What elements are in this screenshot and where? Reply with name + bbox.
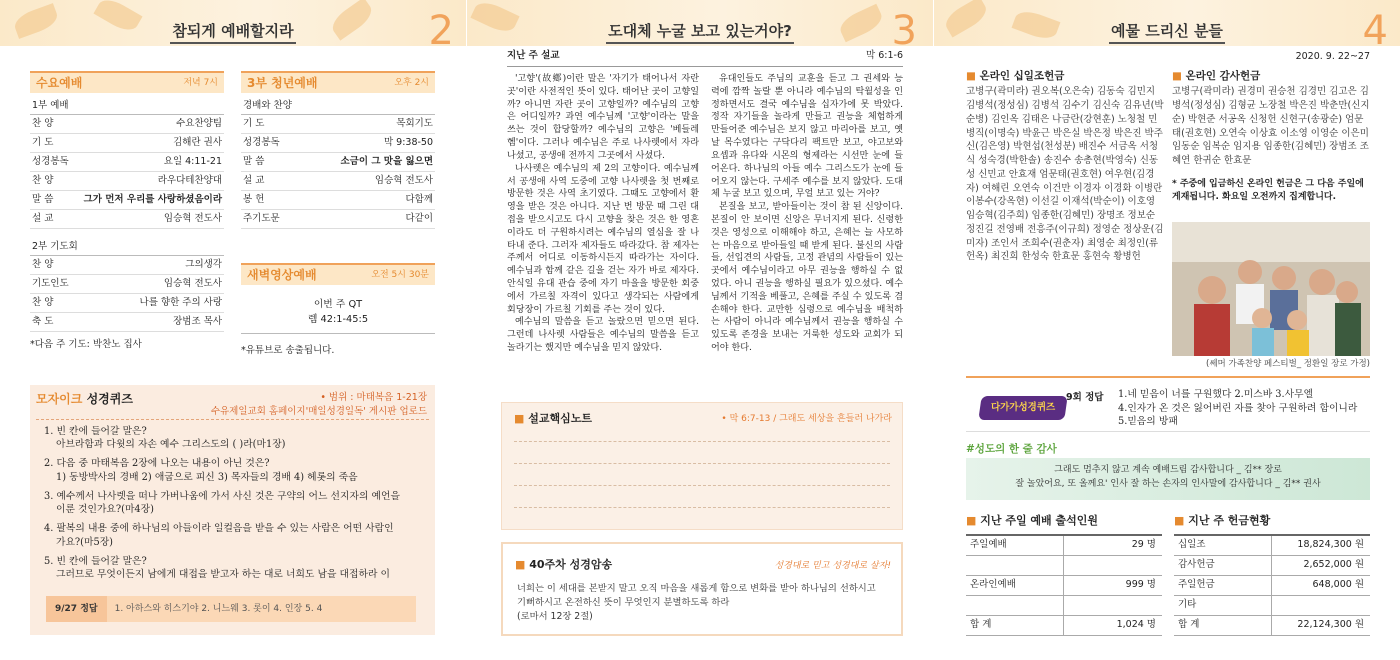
thanks-list xyxy=(1172,69,1372,204)
table-row xyxy=(241,134,435,153)
service-order-list xyxy=(241,115,435,229)
thanks-banner xyxy=(966,458,1370,500)
row-label: 합 계 xyxy=(966,616,1064,635)
square-bullet-icon: ■ xyxy=(515,558,526,571)
table-row xyxy=(966,536,1162,556)
youtube-note: *유튜브로 송출됩니다. xyxy=(241,345,335,357)
section-title: 수요예배 xyxy=(36,75,83,90)
quiz-question xyxy=(44,425,429,451)
quiz-title: 성경퀴즈 xyxy=(86,392,133,406)
bible-quiz xyxy=(30,385,435,635)
row-label xyxy=(966,556,1064,575)
service-order-list xyxy=(30,115,224,229)
part-heading: 2부 기도회 xyxy=(30,239,224,256)
answer-lines xyxy=(1118,388,1357,429)
row-value: 요일 4:11-21 xyxy=(163,155,222,167)
sermon-paragraph: 나사렛은 예수님의 제 2의 고향이다. 예수님께서 공생애 사역 도중에 고향 나사렛을 첫 번째로 방문한 것은 사역 초기였다. 그때도 고향에서 환영을 받은 것은 아니다. 지난 번 방문 때 그린 대접을 받으시고도 다시 고향을 찾은 것은 한 영혼이라도 더 구원하시려는 예수님의 열심을 잘 나타내 준다. 그러자 제자들도 따라갔다. 참 제자는 주께서 어디로 이동하시든지 따라가는 자이다. 예수님과 함께 같은 길을 걷는 자가 바로 제자다. 안식일 유대 관습 중에 자기 마을을 방문한 회중에서 가르칠 자격이 있다고 생각되는 사람에게 회당장이 가르칠 기회를 주는 것이 있다. xyxy=(507,163,699,315)
answer-label: 9회 정답 xyxy=(1066,392,1104,403)
offering-table xyxy=(1174,514,1370,636)
attendance-rows xyxy=(966,534,1162,636)
posting-note: * 주중에 입금하신 온라인 헌금은 그 다음 주일에 게재됩니다. 화요일 오전까지 집계합니다. xyxy=(1172,178,1364,202)
offering-rows xyxy=(1174,534,1370,636)
part-heading: 1부 예배 xyxy=(30,98,224,115)
question-detail: 그러므로 무엇이든지 남에게 대접을 받고자 하는 대로 너희도 남을 대접하라 이 xyxy=(56,568,390,580)
page-number: 4 xyxy=(1362,8,1388,54)
part-heading: 경배와 찬양 xyxy=(241,98,435,115)
row-value: 999 명 xyxy=(1125,579,1156,591)
thanks-line: 그래도 멈추지 않고 계속 예배드림 감사합니다 _ 김** 장로 xyxy=(1054,465,1282,475)
answer-text: 1. 아하스와 히스기야 2. 니느웨 3. 롯이 4. 인장 5. 4 xyxy=(114,603,323,614)
row-label: 성경봉독 xyxy=(32,155,69,167)
quiz-answer-box xyxy=(966,376,1370,432)
row-value: 29 명 xyxy=(1131,539,1156,551)
quiz-answer-bar xyxy=(46,596,416,622)
donor-names: 고병구(곽미라) 권경미 권승천 김경민 김고은 김병석(정성심) 김형균 노장철 박은진 박춘만(신지순) 박현준 서공옥 신청헌 신현구(송광순) 엄문태(권호현) 오연숙 이상효 이소영 이영순 이은미 임동순 임복순 임지용 임종한(김혜민) 장범조 조혜연 한귀순 한효문 xyxy=(1172,86,1370,167)
verse-text: 기뻐하시고 온전하신 뜻이 무엇인지 분별하도록 하라 xyxy=(517,596,730,608)
row-label: 주일예배 xyxy=(966,536,1064,555)
row-value: 막 9:38-50 xyxy=(383,136,433,148)
square-bullet-icon: ■ xyxy=(1172,70,1182,82)
box-subtitle: • 막 6:7-13 / 그래도 세상을 흔들러 나가라 xyxy=(721,414,892,424)
row-label: 기타 xyxy=(1174,596,1272,615)
question-detail: 아브라함과 다윗의 자손 예수 그리스도의 ( )라(마1장) xyxy=(56,439,286,451)
answer-line: 5.믿음의 방패 xyxy=(1118,416,1178,428)
row-value: 소금이 그 맛을 잃으면 xyxy=(340,155,433,167)
table-row xyxy=(966,556,1162,576)
note-line xyxy=(514,463,890,464)
row-value: 나를 향한 주의 사랑 xyxy=(139,296,222,308)
row-label: 기 도 xyxy=(32,136,54,148)
note-line xyxy=(514,485,890,486)
table-row xyxy=(966,596,1162,616)
family-photo xyxy=(1172,222,1370,356)
row-label: 감사헌금 xyxy=(1174,556,1272,575)
question-text: 1. 빈 칸에 들어갈 말은? xyxy=(44,426,147,437)
row-label: 기도인도 xyxy=(32,277,69,289)
tithe-list xyxy=(966,69,1166,264)
table-row xyxy=(30,210,224,229)
row-label: 주일헌금 xyxy=(1174,576,1272,595)
answer-line: 1.네 믿음이 너를 구원했다 2.미스바 3.사무엘 xyxy=(1118,389,1314,400)
answer-line: 4.인자가 온 것은 잃어버린 자를 찾아 구원하려 함이니라 xyxy=(1118,402,1358,414)
group-title: 온라인 감사헌금 xyxy=(1185,70,1261,82)
verse-text: 너희는 이 세대를 본받지 말고 오직 마음을 새롭게 함으로 변화를 받아 하나님의 선하시고 xyxy=(517,583,876,594)
square-bullet-icon: ■ xyxy=(1174,514,1185,527)
row-value: 임승혁 전도사 xyxy=(163,212,222,224)
attendance-table xyxy=(966,514,1162,636)
table-title: 지난 주 헌금현황 xyxy=(1188,514,1271,527)
table-row xyxy=(241,172,435,191)
row-value: 다함께 xyxy=(405,193,433,205)
row-label: 말 씀 xyxy=(32,193,54,205)
row-label: 설 교 xyxy=(32,212,54,224)
row-value: 그의생각 xyxy=(185,258,222,270)
table-row xyxy=(241,115,435,134)
row-label xyxy=(966,596,1064,615)
row-value: 22,124,300 원 xyxy=(1297,619,1364,631)
row-value: 그가 먼저 우리를 사랑하셨음이라 xyxy=(83,193,222,205)
square-bullet-icon: ■ xyxy=(966,514,977,527)
section-title: 3부 청년예배 xyxy=(247,75,318,90)
row-value: 수요찬양팀 xyxy=(176,117,222,129)
row-value: 1,024 명 xyxy=(1116,619,1156,631)
row-label: 축 도 xyxy=(32,315,54,327)
row-value: 목회기도 xyxy=(396,117,433,129)
sermon-paragraph: '고향'(故鄕)이란 말은 '자기가 태어나서 자란 곳'이란 사전적인 뜻이 있다. 태어난 곳이 고향일까? 아니면 자란 곳이 고향일까? 예수님의 고향은 어디일까? 과연 예수님께 '고향'이라는 말을 쓰는 것이 합당할까? 예수님의 고향은 '베들레헴'이다. 그러나 예수님은 주로 나사렛에서 자라나셨고, 공생애 전까지 그곳에서 사셨다. xyxy=(507,74,699,161)
row-label: 온라인예배 xyxy=(966,576,1064,595)
qt-label: 이번 주 QT xyxy=(313,299,363,310)
note-line xyxy=(514,441,890,442)
row-label: 찬 양 xyxy=(32,258,54,270)
table-row xyxy=(30,153,224,172)
quiz-question xyxy=(44,457,429,483)
row-value: 18,824,300 원 xyxy=(1297,539,1364,551)
question-detail: 이룬 것인가요?(마4장) xyxy=(56,504,154,516)
quiz-mark: 모자이크 xyxy=(36,392,83,406)
row-label: 기 도 xyxy=(243,117,265,129)
next-week-prayer: *다음 주 기도: 박찬노 집사 xyxy=(30,339,142,350)
group-title: 온라인 십일조헌금 xyxy=(979,70,1065,82)
table-row xyxy=(241,191,435,210)
quiz-logo xyxy=(978,396,1067,420)
sermon-column-2 xyxy=(711,73,903,355)
row-value: 임승혁 전도사 xyxy=(163,277,222,289)
donor-names: 고병구(곽미라) 권오복(오은숙) 김동숙 김민지 김병석(정성심) 김병석 김수기 김신숙 김유년(박순병) 김인옥 김태은 나금란(강현훈) 노청철 민병직(이명숙) 박윤근 박은실 박은정 박은진 박주신(김은영) 박현섭(천성분) 배진수 서금옥 서청식 성숙경(박한솔) 송진수 송총현(박영숙) 신동성 신민교 안효재 엄문태(권호현) 여우현(김경자) 여해린 오연숙 이건만 이경자 이경화 이병란 이봉수(강옥현) 이선길 이재석(박순이) 이호영 임승혁(김주희) 임종한(김혜민) 장명조 정보순 정진길 전영배 전흥주(이규희) 정영순 정상운(김미자) 조인서 조희수(권춘자) 최영순 최정인(류헌옥) 최진희 한성숙 한효문 홍현숙 황병헌 xyxy=(966,86,1164,263)
service-time: 저녁 7시 xyxy=(183,77,218,88)
question-text: 5. 빈 칸에 들어갈 말은? xyxy=(44,555,147,567)
photo-caption: (쎄머 가족찬양 페스티벌_ 정환일 장로 가정) xyxy=(1206,359,1370,369)
row-value: 임승혁 전도사 xyxy=(374,174,433,186)
thanks-line: 잘 놀았어요, 또 올께요' 인사 잘 하는 손자의 인사말에 감사합니다 _ 김** 권사 xyxy=(1015,479,1321,490)
table-row xyxy=(1174,556,1370,576)
quiz-question xyxy=(44,522,429,548)
table-row xyxy=(30,172,224,191)
table-row xyxy=(241,210,435,229)
table-row xyxy=(241,153,435,172)
sermon-paragraph: 유대인들도 주님의 교훈을 듣고 그 권세와 능력에 깜짝 놀랄 뿐 아니라 예수님의 탁월성을 인정하면서도 결국 예수님을 십자가에 못 박았다. 정작 자기들을 놀라게 만들고 권능을 체험하게 만들어준 예수님은 보지 않고 마리아를 보고, 옛날 목수였다는 구닥다리 팩트만 보고, 야고보와 요셉과 유다와 시몬의 형제라는 시선만 눈에 들어온다. 하나님의 아들 예수 그리스도가 눈에 들어오지 않는다. 구세주 예수를 보지 않았다. 도대체 누굴 보고 있으며, 무얼 보고 있는 거야? xyxy=(711,74,903,200)
quiz-scope: • 범위 : 마태복음 1-21장 xyxy=(320,392,427,403)
table-row xyxy=(30,313,224,332)
question-detail: 가요?(마5장) xyxy=(56,536,113,548)
table-row xyxy=(30,115,224,134)
page-title: 참되게 예배할지라 xyxy=(170,22,295,44)
service-time: 오후 2시 xyxy=(394,77,429,88)
verse-reference: (로마서 12장 2절) xyxy=(517,610,593,622)
sermon-paragraph: 예수님의 말씀을 듣고 놀랐으면 믿으면 된다. 그런데 나사렛 사람들은 예수님의 말씀을 듣고 놀라기는 했지만 예수님을 믿지 않았다. xyxy=(507,317,699,354)
qt-reference: 렘 42:1-45:5 xyxy=(307,314,369,326)
divider xyxy=(36,419,429,420)
row-value: 다같이 xyxy=(405,212,433,224)
table-title: 지난 주일 예배 출석인원 xyxy=(980,514,1098,527)
table-row xyxy=(30,191,224,210)
table-row xyxy=(966,616,1162,636)
question-text: 4. 팔복의 내용 중에 하나님의 아들이라 일컬음을 받을 수 있는 사람은 어떤 사람인 xyxy=(44,523,394,535)
youth-service xyxy=(241,71,435,229)
question-text: 2. 다음 중 마태복음 2장에 나오는 내용이 아닌 것은? xyxy=(44,458,270,470)
section-title: 새벽영상예배 xyxy=(247,267,317,282)
row-label: 봉 헌 xyxy=(243,193,265,205)
note-line xyxy=(514,507,890,508)
row-value: 2,652,000 원 xyxy=(1303,559,1364,571)
table-row xyxy=(30,294,224,313)
sermon-paragraph: 본질을 보고, 받아들이는 것이 참 된 신앙이다. 본질이 안 보이면 신앙은 무너지게 된다. 신령한 것은 영성으로 이해해야 하고, 은혜는 늘 사모하는 마음으로 받아들일 때 받게 된다. 불신의 사람들, 선입견의 사람들, 고정 관념의 사람들이 있는 곳에서 예수님이라고 아무 권능을 행하실 수 없었다. 아니 권능을 행하실 필요가 있으셨다. 예수님께서 기적을 베풀고, 은혜를 주실 수 있도록 겸손해야 한다. 교만한 심령으로 예수님을 배척하는 사람이 아니라 예수님께서 권능을 행하실 수 있도록 존경을 보내는 거룩한 성도와 교회가 되어야 한다. xyxy=(711,202,903,354)
row-value: 648,000 원 xyxy=(1312,579,1364,591)
sermon-reference: 막 6:1-6 xyxy=(866,50,903,61)
quiz-questions xyxy=(44,425,429,587)
table-row xyxy=(30,256,224,275)
row-label: 합 계 xyxy=(1174,616,1272,635)
row-label: 설 교 xyxy=(243,174,265,186)
page-title: 도대체 누굴 보고 있는거야? xyxy=(606,22,794,44)
sermon-label: 지난 주 설교 xyxy=(507,50,560,61)
table-row xyxy=(1174,576,1370,596)
table-row xyxy=(966,576,1162,596)
service-time: 오전 5시 30분 xyxy=(371,269,429,280)
row-value: 라우다테찬양대 xyxy=(157,174,222,186)
dawn-service xyxy=(241,263,435,358)
question-text: 3. 예수께서 나사렛을 떠나 가버나움에 가서 사신 것은 구약의 어느 선지자의 예언을 xyxy=(44,490,400,502)
square-bullet-icon: ■ xyxy=(514,412,525,425)
quiz-question xyxy=(44,555,429,581)
sermon-column-1 xyxy=(507,73,699,355)
page-2 xyxy=(0,0,466,660)
page-number: 3 xyxy=(891,8,917,54)
box-title: 40주차 성경암송 xyxy=(529,558,613,571)
table-row xyxy=(1174,596,1370,616)
wednesday-service xyxy=(30,71,224,352)
box-subtitle: 성경대로 믿고 성경대로 살자! xyxy=(774,561,891,571)
offering-period: 2020. 9. 22~27 xyxy=(1295,51,1370,62)
page-3 xyxy=(467,0,933,660)
row-value: 김해란 권사 xyxy=(173,136,222,148)
row-label: 말 씀 xyxy=(243,155,265,167)
sermon-note-box xyxy=(501,402,903,530)
service-order-list xyxy=(30,256,224,332)
memory-verse-box xyxy=(501,542,903,636)
row-value: 장범조 목사 xyxy=(173,315,222,327)
square-bullet-icon: ■ xyxy=(966,70,976,82)
page-number: 2 xyxy=(428,8,454,54)
answer-label: 9/27 정답 xyxy=(46,596,107,622)
quiz-logo-text: 다가가성경퀴즈 xyxy=(990,401,1056,413)
table-row xyxy=(1174,616,1370,636)
row-label: 찬 양 xyxy=(32,117,54,129)
quiz-upload-note: 수유제일교회 홈페이지'매일성경일독' 게시판 업로드 xyxy=(210,405,427,417)
table-row xyxy=(30,275,224,294)
table-row xyxy=(1174,536,1370,556)
family-photo-illustration xyxy=(1172,222,1370,356)
thanks-title: #성도의 한 줄 감사 xyxy=(966,443,1057,455)
quiz-question xyxy=(44,490,429,516)
row-label: 찬 양 xyxy=(32,174,54,186)
question-detail: 1) 동방박사의 경배 2) 애굽으로 피신 3) 목자들의 경배 4) 헤롯의 죽음 xyxy=(56,471,358,483)
row-label: 성경봉독 xyxy=(243,136,280,148)
table-row xyxy=(30,134,224,153)
row-label: 십일조 xyxy=(1174,536,1272,555)
box-title: 설교핵심노트 xyxy=(528,412,593,425)
row-label: 주기도문 xyxy=(243,212,280,224)
row-label: 찬 양 xyxy=(32,296,54,308)
page-title: 예물 드리신 분들 xyxy=(1109,22,1225,44)
